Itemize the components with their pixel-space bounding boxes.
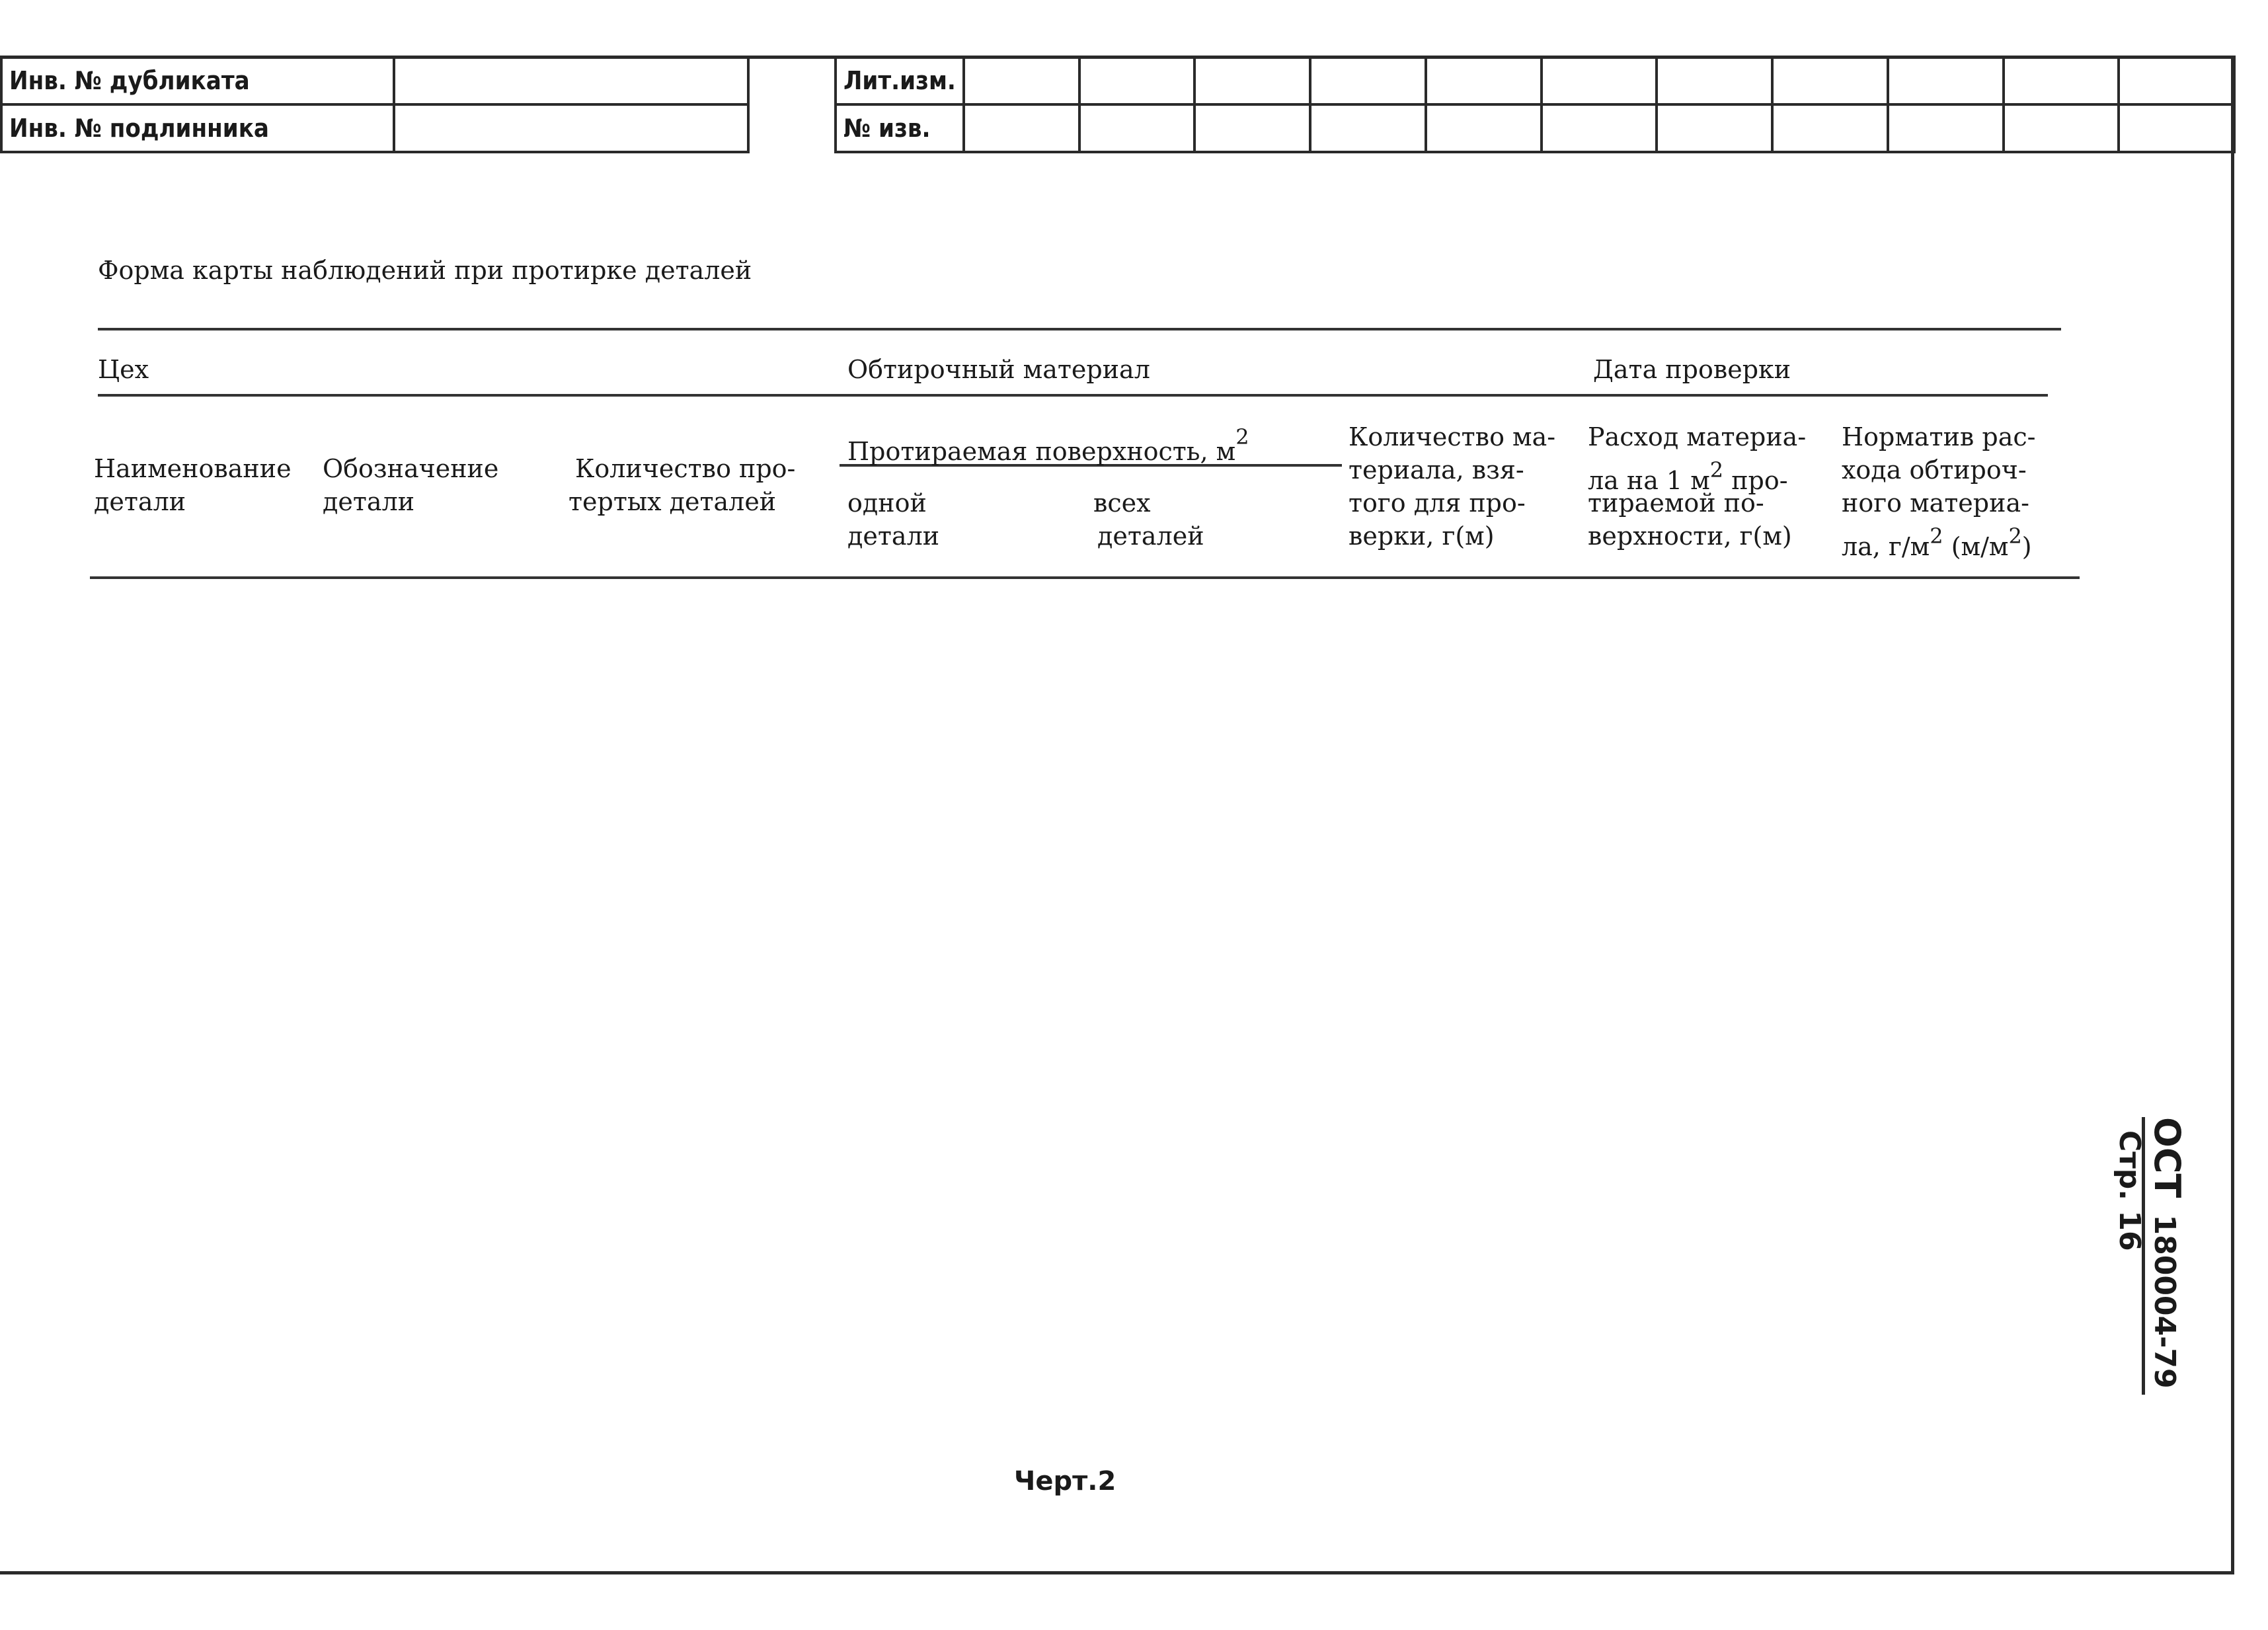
- col-norm-l1: Норматив рас-: [1842, 422, 2036, 451]
- col-part-name-l2: детали: [94, 487, 186, 516]
- stamp-cell: [1426, 57, 1542, 104]
- col-norm-l3: ного материа-: [1842, 488, 2029, 518]
- stamp-cell: [1079, 104, 1195, 152]
- col-material-qty-l4: верки, г(м): [1349, 522, 1495, 551]
- stamp-cell: [1310, 104, 1426, 152]
- check-date-label: Дата проверки: [1593, 355, 1791, 384]
- side-rule: [2142, 1117, 2145, 1395]
- stamp-cell: [1542, 57, 1657, 104]
- stamp-cell: [964, 57, 1079, 104]
- col-consumption-l4: верхности, г(м): [1588, 522, 1792, 551]
- stamp-cell: [2004, 104, 2119, 152]
- superscript-2: 2: [1709, 457, 1724, 483]
- col-designation-l1: Обозначение: [323, 454, 499, 483]
- stamp-cell: [1888, 104, 2004, 152]
- col-norm-l4c: ): [2021, 532, 2032, 561]
- duplicate-inventory-label: Инв. № дубликата: [1, 57, 394, 104]
- form-title: Форма карты наблюдений при протирке деталей: [98, 256, 752, 285]
- side-standard-label: [2113, 1117, 2188, 1448]
- page-number: Стр. 16: [2113, 1130, 2146, 1251]
- col-surface-one-l2: детали: [847, 522, 940, 551]
- stamp-cell: [1657, 57, 1772, 104]
- stamp-cell: [1079, 57, 1195, 104]
- stamp-cell: [964, 104, 1079, 152]
- stamp-revisions: [834, 56, 2236, 153]
- col-surface-group-text: Протираемая поверхность, м: [847, 437, 1236, 466]
- col-designation-l2: детали: [323, 487, 415, 516]
- stamp-cell: [1542, 104, 1657, 152]
- col-material-qty-l3: того для про-: [1349, 488, 1526, 518]
- stamp-cell: [1194, 57, 1310, 104]
- stamp-cell: [1310, 57, 1426, 104]
- col-wiped-count-l1: Количество про-: [575, 454, 796, 483]
- standard-number: 180004-79: [2148, 1214, 2181, 1389]
- standard-prefix: ОСТ: [2146, 1117, 2188, 1198]
- col-surface-all-l2: деталей: [1097, 522, 1204, 551]
- stamp-cell: [1888, 57, 2004, 104]
- col-material-qty-l2: териала, взя-: [1349, 455, 1524, 485]
- stamp-cell: [2119, 57, 2234, 104]
- stamp-cell: [1194, 104, 1310, 152]
- duplicate-inventory-value: [394, 57, 748, 104]
- col-consumption-l1: Расход материа-: [1588, 422, 1807, 451]
- notice-number-label: № изв.: [836, 104, 964, 152]
- col-surface-all-l1: всех: [1093, 488, 1151, 518]
- original-inventory-value: [394, 104, 748, 152]
- col-part-name-l1: Наименование: [94, 454, 292, 483]
- col-consumption-l3: тираемой по-: [1588, 488, 1764, 518]
- superscript-2: 2: [1235, 424, 1249, 449]
- material-label: Обтирочный материал: [847, 355, 1150, 384]
- stamp-cell: [1426, 104, 1542, 152]
- stamp-cell: [1772, 104, 1888, 152]
- rule-bottom: [90, 576, 2080, 579]
- stamp-cell: [1657, 104, 1772, 152]
- superscript-2: 2: [1930, 524, 1943, 549]
- rule-header: [98, 394, 2048, 397]
- col-material-qty-l1: Количество ма-: [1349, 422, 1556, 451]
- col-norm-l2: хода обтироч-: [1842, 455, 2027, 485]
- stamp-inventory: [0, 56, 750, 153]
- figure-caption: Черт.2: [1014, 1466, 1116, 1496]
- revision-letter-label: Лит.изм.: [836, 57, 964, 104]
- col-surface-group: [847, 420, 1249, 468]
- col-norm-l4: [1842, 520, 2032, 563]
- workshop-label: Цех: [98, 355, 149, 384]
- superscript-2: 2: [2008, 524, 2022, 549]
- rule-top: [98, 328, 2061, 330]
- original-inventory-label: Инв. № подлинника: [1, 104, 394, 152]
- col-consumption-l2b: про-: [1731, 466, 1788, 495]
- stamp-cell: [2119, 104, 2234, 152]
- stamp-cell: [2004, 57, 2119, 104]
- col-norm-l4a: ла, г/м: [1842, 532, 1930, 561]
- col-surface-one-l1: одной: [847, 488, 927, 518]
- col-consumption-l2a: ла на 1 м: [1588, 466, 1710, 495]
- stamp-cell: [1772, 57, 1888, 104]
- col-norm-l4b: (м/м: [1951, 532, 2009, 561]
- col-wiped-count-l2: тертых деталей: [568, 487, 777, 516]
